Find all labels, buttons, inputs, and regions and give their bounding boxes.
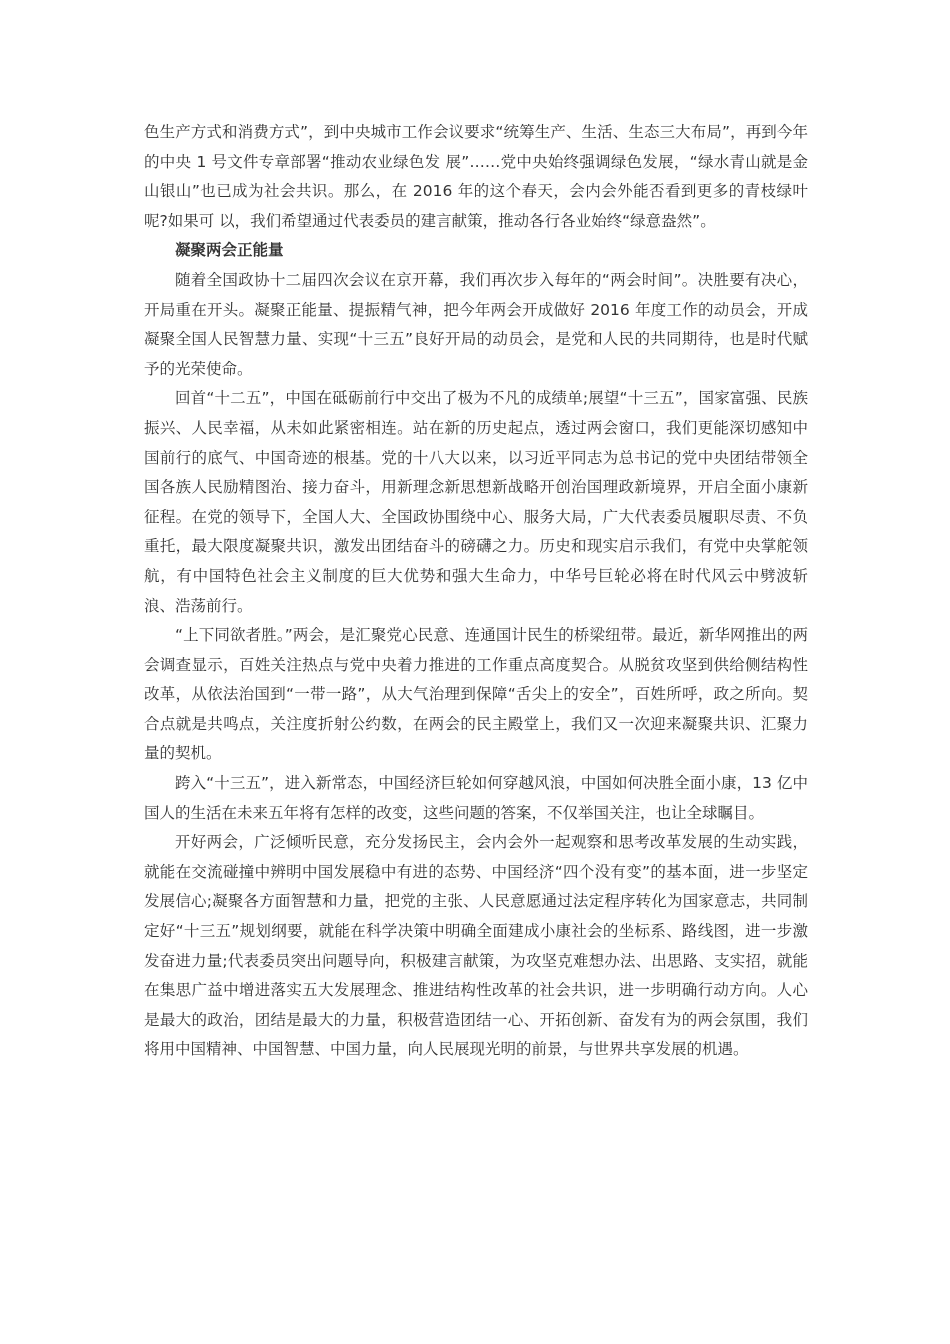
paragraph: 回首“十二五”，中国在砥砺前行中交出了极为不凡的成绩单;展望“十三五”，国家富强、民族振兴、人民幸福，从未如此紧密相连。站在新的历史起点，透过两会窗口，我们更能深切感知中国前行的底气、中国奇迹的根基。党的十八大以来，以习近平同志为总书记的党中央团结带领全国各族人民励精图治、接力奋斗，用新理念新思想新战略开创治国理政新境界，开启全面小康新征程。在党的领导下，全国人大、全国政协围绕中心、服务大局，广大代表委员履职尽责、不负重托，最大限度凝聚共识，激发出团结奋斗的磅礴之力。历史和现实启示我们，有党中央掌舵领航，有中国特色社会主义制度的巨大优势和强大生命力，中华号巨轮必将在时代风云中劈波斩浪、浩荡前行。	[144, 389, 808, 615]
article-body	[144, 118, 808, 1065]
paragraph: 随着全国政协十二届四次会议在京开幕，我们再次步入每年的“两会时间”。决胜要有决心，开局重在开头。凝聚正能量、提振精气神，把今年两会开成做好 2016 年度工作的动员会，开成凝聚全国人民智慧力量、实现“十三五”良好开局的动员会，是党和人民的共同期待，也是时代赋予的光荣使命。	[144, 270, 808, 378]
paragraph: 开好两会，广泛倾听民意，充分发扬民主，会内会外一起观察和思考改革发展的生动实践，就能在交流碰撞中辨明中国发展稳中有进的态势、中国经济“四个没有变”的基本面，进一步坚定发展信心;凝聚各方面智慧和力量，把党的主张、人民意愿通过法定程序转化为国家意志，共同制定好“十三五”规划纲要，就能在科学决策中明确全面建成小康社会的坐标系、路线图，进一步激发奋进力量;代表委员突出问题导向，积极建言献策，为攻坚克难想办法、出思路、支实招，就能在集思广益中增进落实五大发展理念、推进结构性改革的社会共识，进一步明确行动方向。人心是最大的政治，团结是最大的力量，积极营造团结一心、开拓创新、奋发有为的两会氛围，我们将用中国精神、中国智慧、中国力量，向人民展现光明的前景，与世界共享发展的机遇。	[144, 833, 808, 1059]
paragraph: “上下同欲者胜。”两会，是汇聚党心民意、连通国计民生的桥梁纽带。最近，新华网推出的两会调查显示，百姓关注热点与党中央着力推进的工作重点高度契合。从脱贫攻坚到供给侧结构性改革，从依法治国到“一带一路”，从大气治理到保障“舌尖上的安全”，百姓所呼，政之所向。契合点就是共鸣点，关注度折射公约数，在两会的民主殿堂上，我们又一次迎来凝聚共识、汇聚力量的契机。	[144, 626, 808, 763]
paragraph: 跨入“十三五”，进入新常态，中国经济巨轮如何穿越风浪，中国如何决胜全面小康，13 亿中国人的生活在未来五年将有怎样的改变，这些问题的答案，不仅举国关注，也让全球瞩目。	[144, 774, 808, 822]
paragraph-continued: 色生产方式和消费方式”，到中央城市工作会议要求“统筹生产、生活、生态三大布局”，再到今年的中央 1 号文件专章部署“推动农业绿色发 展”……党中央始终强调绿色发展，“绿水青山就是金山银山”也已成为社会共识。那么，在 2016 年的这个春天，会内会外能否看到更多的青枝绿叶呢?如果可 以，我们希望通过代表委员的建言献策，推动各行各业始终“绿意盎然”。	[144, 123, 808, 230]
section-heading: 凝聚两会正能量	[175, 241, 284, 260]
